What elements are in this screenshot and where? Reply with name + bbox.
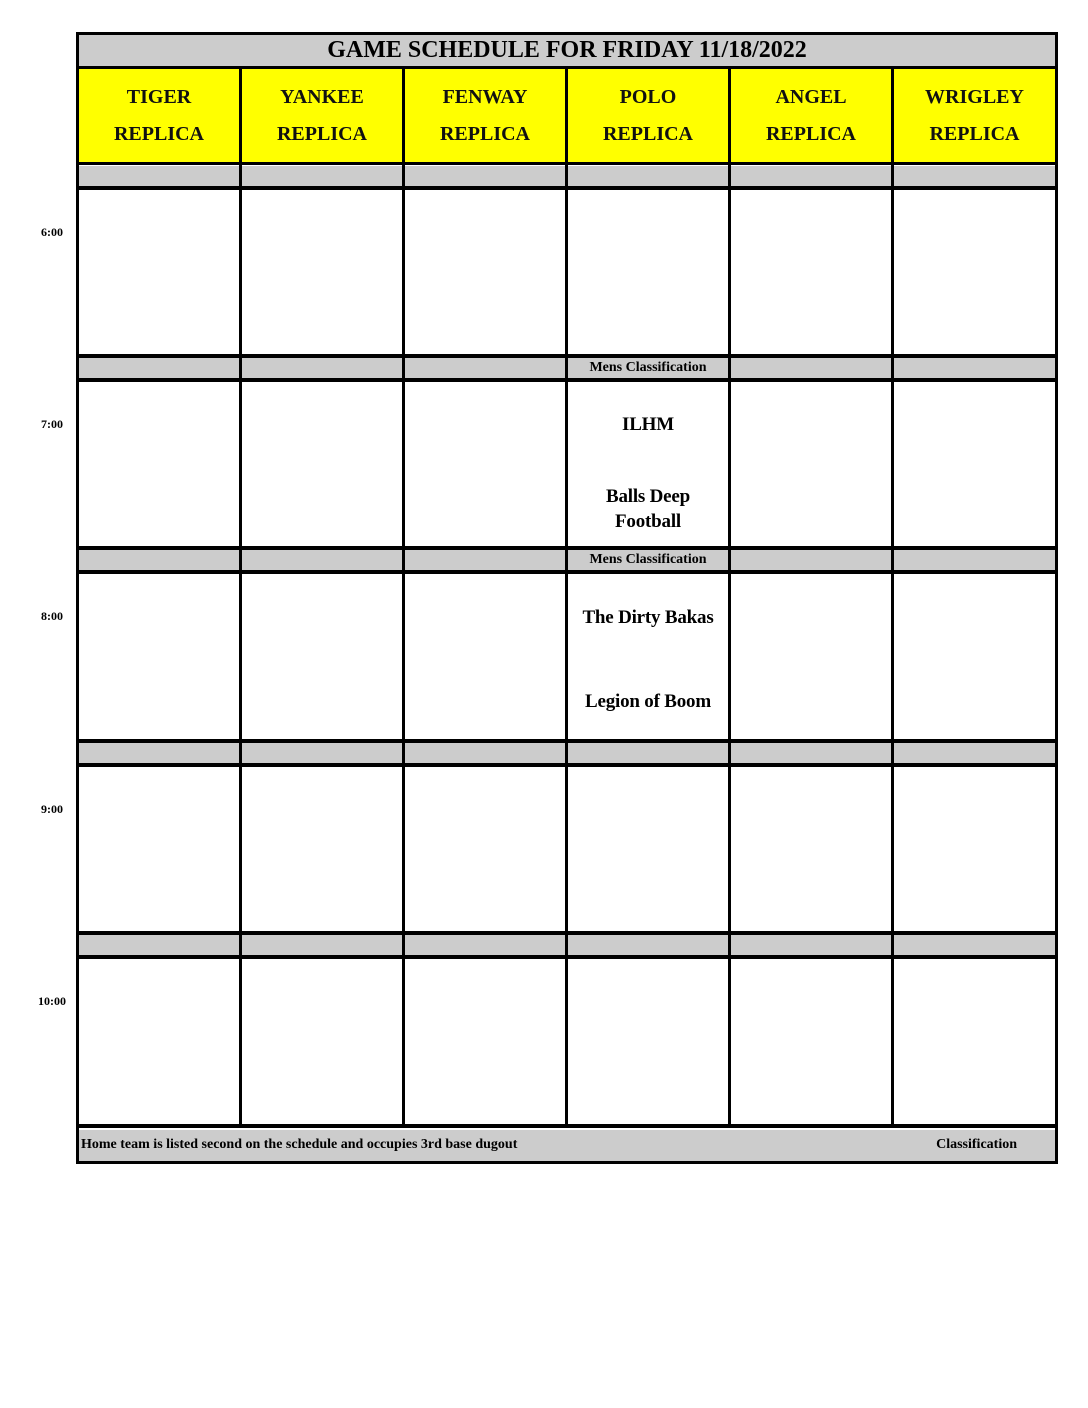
classification-band bbox=[405, 166, 565, 186]
classification-band bbox=[731, 358, 891, 378]
field-name: POLO bbox=[619, 85, 677, 108]
classification-band bbox=[405, 550, 565, 570]
classification-band bbox=[405, 743, 565, 763]
column-divider bbox=[239, 66, 242, 1128]
classification-band bbox=[242, 358, 402, 378]
classification-band bbox=[894, 550, 1055, 570]
field-sub: REPLICA bbox=[113, 122, 204, 145]
field-sub: REPLICA bbox=[439, 122, 530, 145]
classification-band bbox=[731, 166, 891, 186]
classification-band bbox=[79, 743, 239, 763]
field-name: ANGEL bbox=[775, 85, 847, 108]
classification-band bbox=[894, 358, 1055, 378]
footer-note: Home team is listed second on the schedule and occupies 3rd base dugout bbox=[81, 1137, 518, 1152]
classification-band bbox=[242, 166, 402, 186]
field-header-yankee bbox=[242, 69, 402, 162]
field-name: FENWAY bbox=[442, 85, 528, 108]
field-header-tiger bbox=[79, 69, 239, 162]
footer-bar bbox=[79, 1130, 1055, 1161]
time-label-7: 7:00 bbox=[41, 417, 63, 431]
classification-band bbox=[568, 935, 728, 955]
classification-band bbox=[405, 358, 565, 378]
field-sub: REPLICA bbox=[276, 122, 367, 145]
away-team-polo-8: The Dirty Bakas bbox=[582, 607, 714, 628]
column-divider bbox=[565, 66, 568, 1128]
column-divider bbox=[891, 66, 894, 1128]
classification-band bbox=[405, 935, 565, 955]
classification-band bbox=[79, 550, 239, 570]
classification-band bbox=[79, 166, 239, 186]
field-header-polo bbox=[568, 69, 728, 162]
classification-band bbox=[242, 743, 402, 763]
classification-band bbox=[568, 743, 728, 763]
field-header-fenway bbox=[405, 69, 565, 162]
field-sub: REPLICA bbox=[765, 122, 856, 145]
field-name: TIGER bbox=[126, 85, 192, 108]
time-label-6: 6:00 bbox=[41, 225, 63, 239]
field-sub: REPLICA bbox=[602, 122, 693, 145]
classification-band bbox=[79, 935, 239, 955]
classification-band bbox=[894, 743, 1055, 763]
classification-band bbox=[731, 935, 891, 955]
field-sub: REPLICA bbox=[929, 122, 1020, 145]
time-label-8: 8:00 bbox=[41, 609, 63, 623]
home-team-polo-8: Legion of Boom bbox=[585, 691, 711, 712]
classification-band bbox=[568, 166, 728, 186]
time-label-10: 10:00 bbox=[38, 994, 66, 1008]
away-team-polo-7: ILHM bbox=[622, 414, 674, 435]
page-title: GAME SCHEDULE FOR FRIDAY 11/18/2022 bbox=[79, 35, 1055, 66]
classification-band bbox=[731, 550, 891, 570]
field-header-wrigley bbox=[894, 69, 1055, 162]
classification-band-polo-7: Mens Classification bbox=[568, 358, 728, 378]
classification-band bbox=[731, 743, 891, 763]
classification-band bbox=[894, 935, 1055, 955]
column-divider bbox=[728, 66, 731, 1128]
field-name: WRIGLEY bbox=[925, 85, 1024, 108]
classification-band bbox=[894, 166, 1055, 186]
classification-band bbox=[242, 935, 402, 955]
classification-band-polo-8: Mens Classification bbox=[568, 550, 728, 570]
field-header-angel bbox=[731, 69, 891, 162]
home-team-polo-7: Balls Deep Football bbox=[605, 486, 691, 532]
footer-classification: Classification bbox=[936, 1137, 1017, 1152]
classification-band bbox=[242, 550, 402, 570]
field-name: YANKEE bbox=[280, 85, 364, 108]
column-divider bbox=[402, 66, 405, 1128]
time-label-9: 9:00 bbox=[41, 802, 63, 816]
classification-band bbox=[79, 358, 239, 378]
